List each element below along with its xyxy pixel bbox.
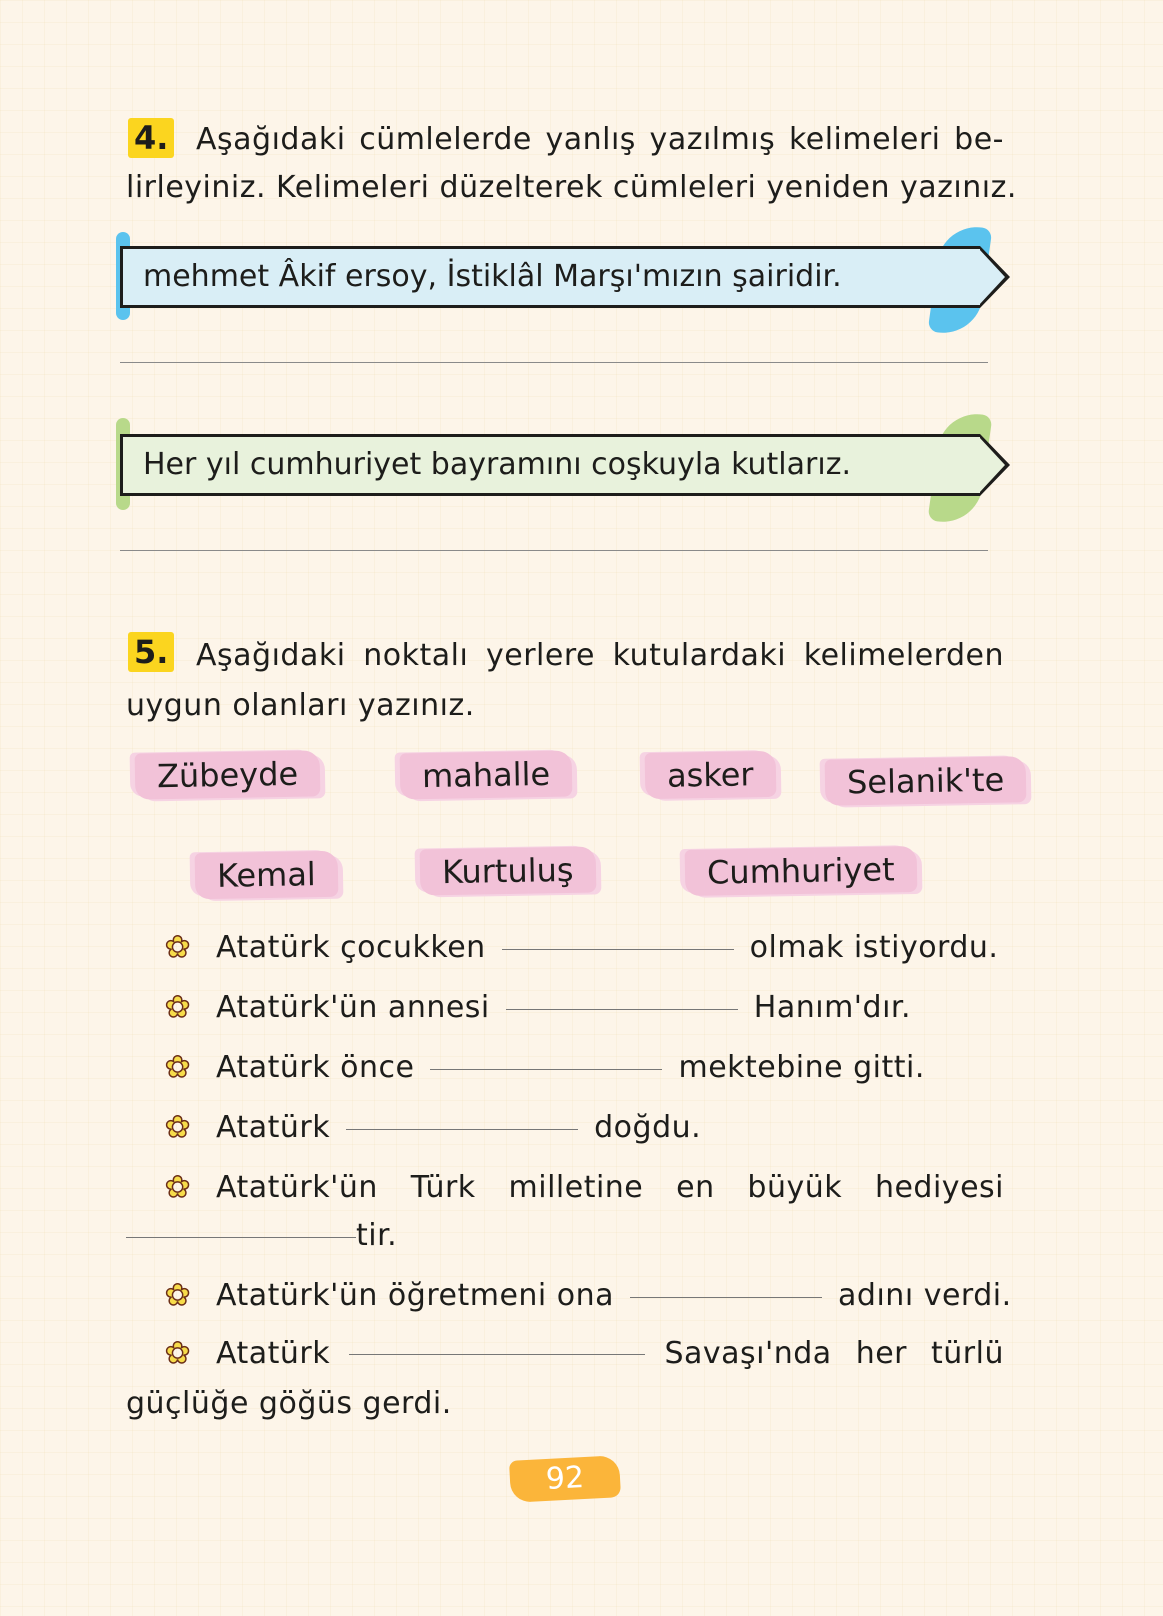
blank[interactable] xyxy=(630,1295,822,1298)
question-5-number: 5. xyxy=(128,632,174,672)
fill-item-7-cont: güçlüğe göğüs gerdi. xyxy=(126,1386,452,1421)
flower-bullet-icon: ✿ xyxy=(165,1170,191,1205)
fill-item-6: Atatürk'ün öğretmeni ona adını verdi. xyxy=(216,1278,1012,1313)
q4-instruction-line2: lirleyiniz. Kelimeleri düzelterek cümleleri yeniden yazınız. xyxy=(126,170,1017,205)
word-chip: Zübeyde xyxy=(135,750,321,799)
flower-bullet-icon: ✿ xyxy=(165,930,191,965)
q4-instruction-line1: Aşağıdaki cümlelerde yanlış yazılmış kelimeleri be- xyxy=(196,122,1004,157)
word-chip: Selanik'te xyxy=(825,756,1027,806)
flower-bullet-icon: ✿ xyxy=(165,1050,191,1085)
q5-instruction-line1: Aşağıdaki noktalı yerlere kutulardaki kelimelerden xyxy=(196,638,1004,673)
word-chip: Cumhuriyet xyxy=(685,846,917,896)
fill-item-7: Atatürk Savaşı'nda her türlü xyxy=(216,1336,1004,1371)
flower-bullet-icon: ✿ xyxy=(165,990,191,1025)
blank[interactable] xyxy=(346,1127,578,1130)
blank[interactable] xyxy=(506,1007,738,1010)
blank[interactable] xyxy=(126,1235,356,1238)
page-number: 92 xyxy=(509,1455,621,1503)
word-chip: asker xyxy=(645,751,776,799)
answer-line-1[interactable] xyxy=(120,362,988,363)
word-chip: mahalle xyxy=(400,751,573,800)
question-4-number: 4. xyxy=(128,118,174,158)
fill-item-2: Atatürk'ün annesi Hanım'dır. xyxy=(216,990,912,1025)
word-chip: Kurtuluş xyxy=(420,846,596,895)
blank[interactable] xyxy=(430,1067,662,1070)
flower-bullet-icon: ✿ xyxy=(165,1278,191,1313)
blank[interactable] xyxy=(349,1352,645,1355)
incorrect-sentence-1: mehmet Âkif ersoy, İstiklâl Marşı'mızın şairidir. xyxy=(120,246,980,308)
q5-instruction-line2: uygun olanları yazınız. xyxy=(126,688,475,723)
incorrect-sentence-2: Her yıl cumhuriyet bayramını coşkuyla kutlarız. xyxy=(120,434,980,496)
answer-line-2[interactable] xyxy=(120,550,988,551)
fill-item-5: Atatürk'ün Türk milletine en büyük hediyesi xyxy=(216,1170,1004,1205)
blank[interactable] xyxy=(502,947,734,950)
word-chip: Kemal xyxy=(195,851,339,899)
flower-bullet-icon: ✿ xyxy=(165,1336,191,1371)
fill-item-4: Atatürk doğdu. xyxy=(216,1110,702,1145)
fill-item-3: Atatürk önce mektebine gitti. xyxy=(216,1050,925,1085)
flower-bullet-icon: ✿ xyxy=(165,1110,191,1145)
fill-item-1: Atatürk çocukken olmak istiyordu. xyxy=(216,930,999,965)
fill-item-5-end: tir. xyxy=(356,1218,398,1253)
